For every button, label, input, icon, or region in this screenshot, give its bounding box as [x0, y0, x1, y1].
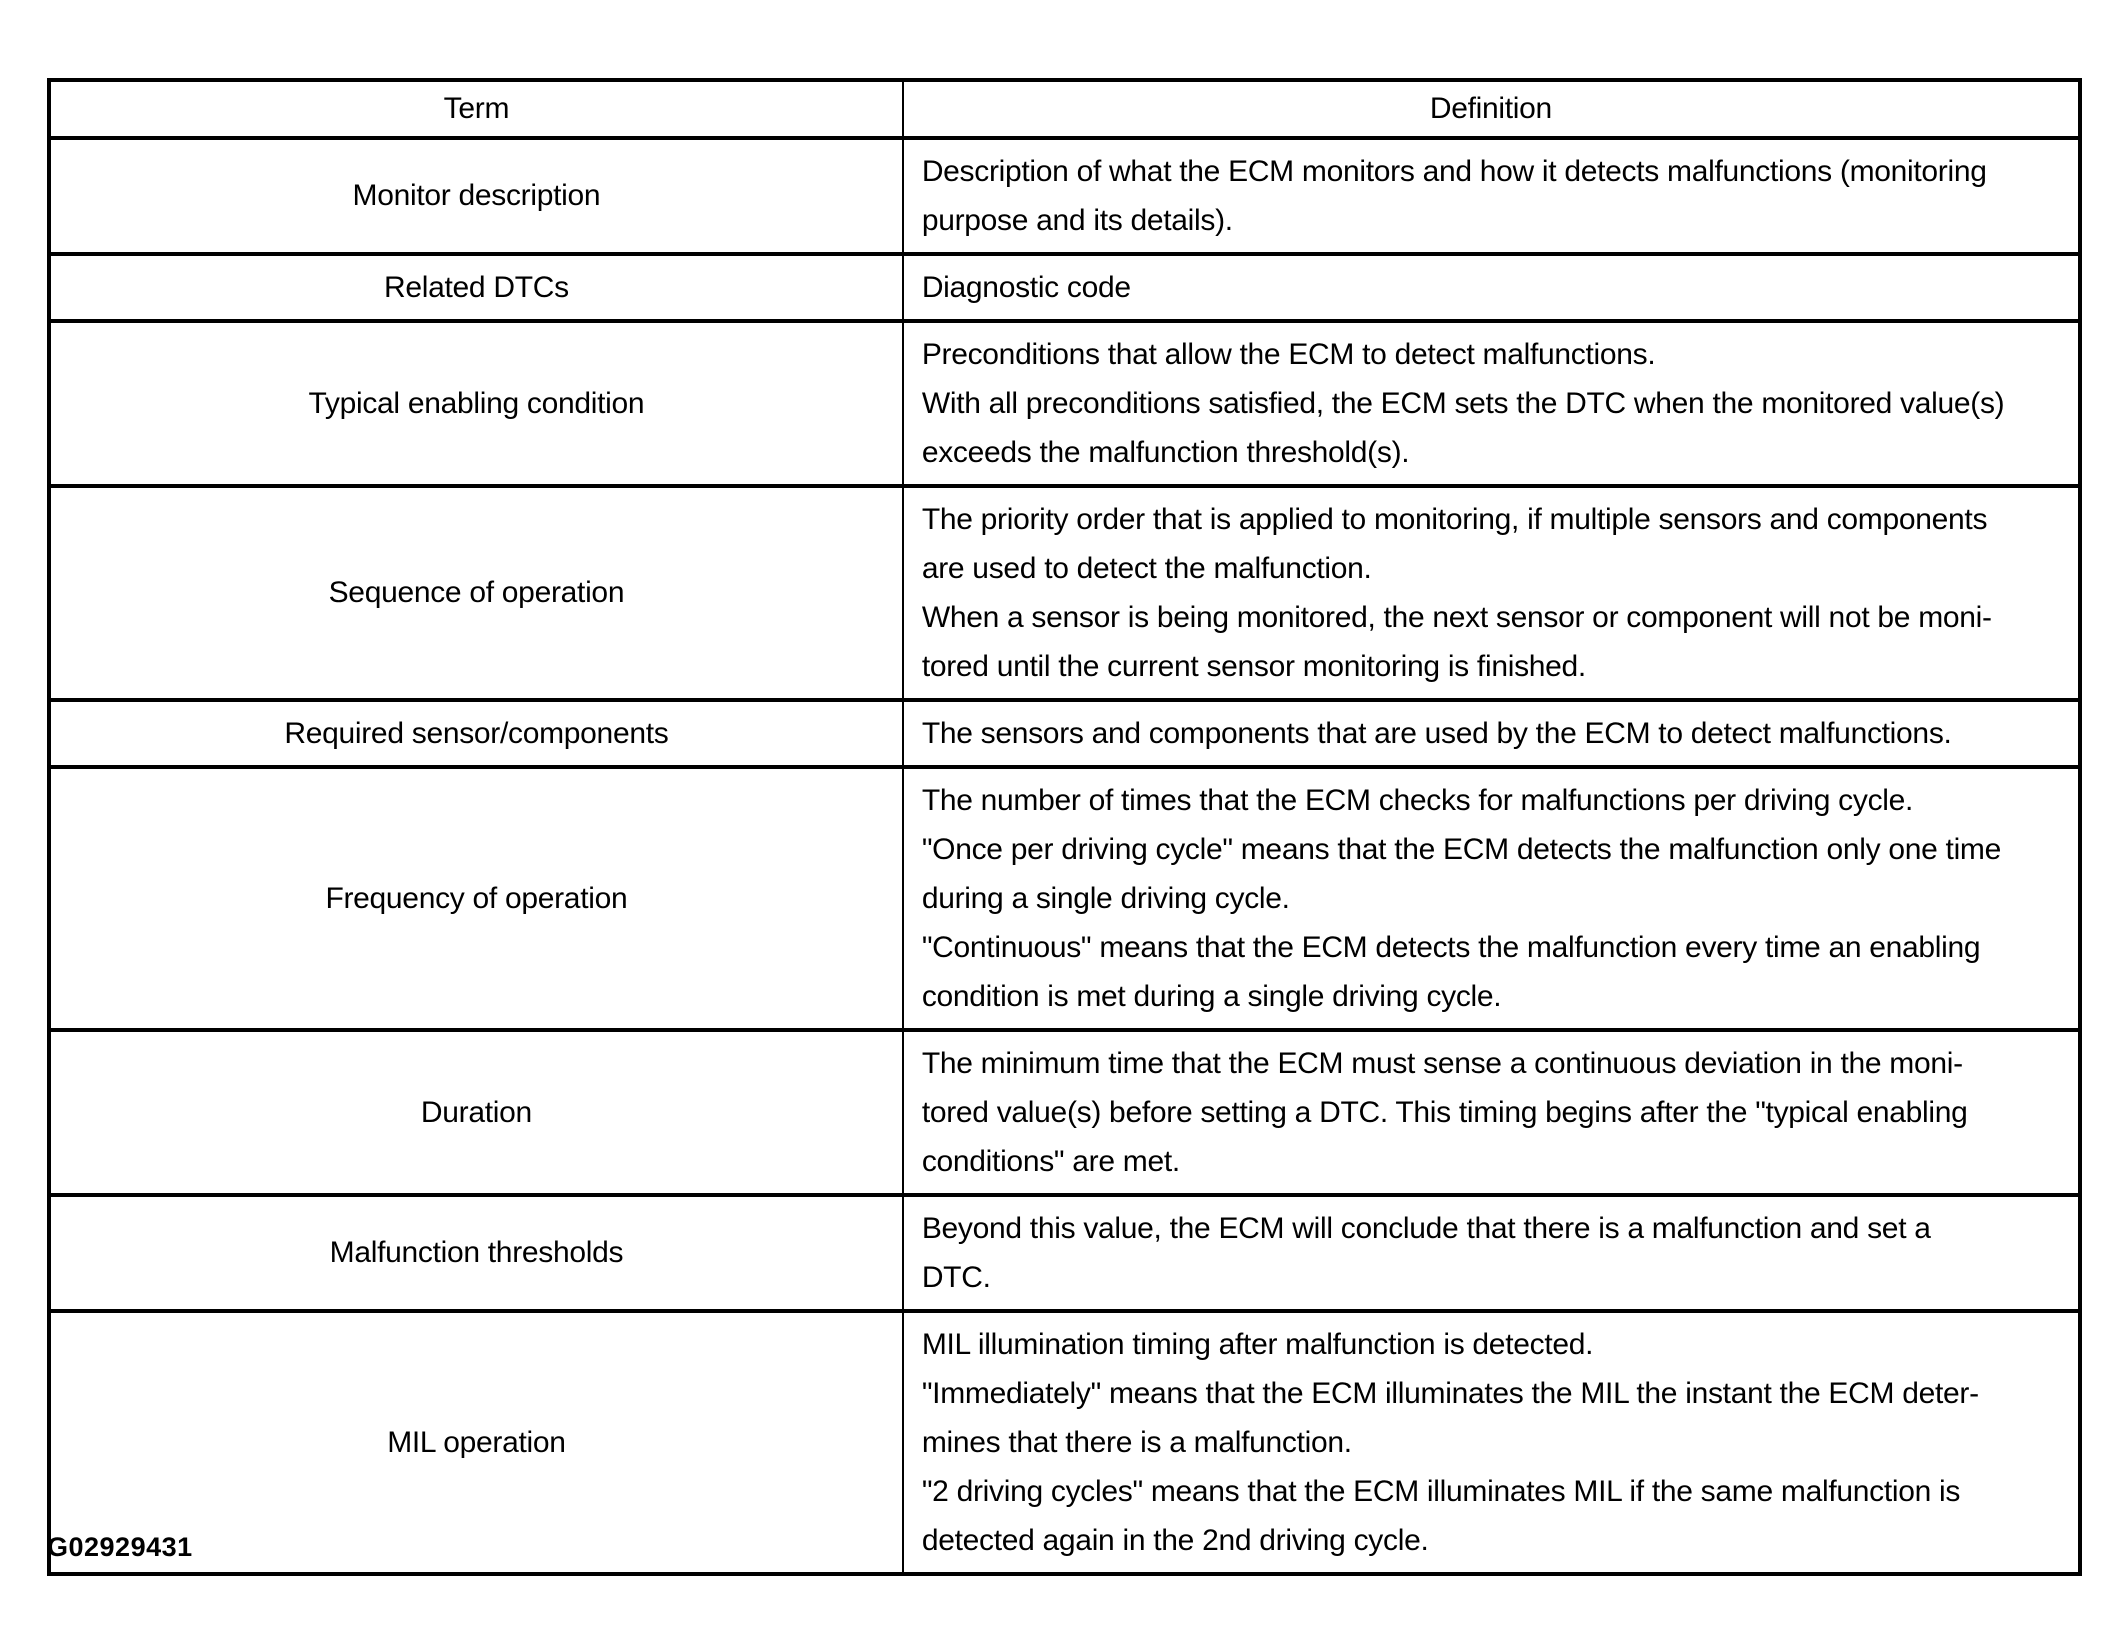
- definition-line: The number of times that the ECM checks for malfunctions per driving cycle.: [921, 784, 1914, 817]
- definition-cell: [903, 767, 2080, 1030]
- definition-cell: [903, 321, 2080, 486]
- definition-line: tored value(s) before setting a DTC. This timing begins after the "typical enabling: [921, 1096, 1968, 1129]
- definition-line: during a single driving cycle.: [921, 882, 1290, 915]
- definition-line: detected again in the 2nd driving cycle.: [921, 1524, 1429, 1557]
- definition-column-header: Definition: [903, 80, 2080, 138]
- table-row: [49, 1030, 2080, 1195]
- term-cell: Duration: [49, 1030, 903, 1195]
- table-row: [49, 700, 2080, 767]
- definition-line: "Continuous" means that the ECM detects the malfunction every time an enabling: [921, 931, 1981, 964]
- term-cell: Related DTCs: [49, 254, 903, 321]
- term-column-header: Term: [49, 80, 903, 138]
- table-header-row: [49, 80, 2080, 138]
- table-row: [49, 321, 2080, 486]
- figure-id-label: G02929431: [47, 1532, 193, 1562]
- definition-line: "Immediately" means that the ECM illuminates the MIL the instant the ECM deter-: [921, 1377, 1979, 1410]
- definition-line: conditions" are met.: [921, 1145, 1180, 1178]
- term-cell: Sequence of operation: [49, 486, 903, 700]
- term-definition-table: [47, 78, 2082, 1576]
- definition-line: condition is met during a single driving cycle.: [921, 980, 1502, 1013]
- definition-cell: [903, 254, 2080, 321]
- definition-line: MIL illumination timing after malfunction is detected.: [921, 1328, 1594, 1361]
- definition-line: "2 driving cycles" means that the ECM illuminates MIL if the same malfunction is: [921, 1475, 1961, 1508]
- definition-line: The priority order that is applied to monitoring, if multiple sensors and components: [921, 503, 1988, 536]
- definition-line: Description of what the ECM monitors and how it detects malfunctions (monitoring: [921, 155, 1987, 188]
- definition-line: Preconditions that allow the ECM to detect malfunctions.: [921, 338, 1656, 371]
- definition-line: Diagnostic code: [921, 271, 1131, 304]
- table-row: [49, 138, 2080, 254]
- definition-cell: [903, 138, 2080, 254]
- definition-line: "Once per driving cycle" means that the ECM detects the malfunction only one time: [921, 833, 2002, 866]
- table-row: [49, 1311, 2080, 1574]
- term-cell: Required sensor/components: [49, 700, 903, 767]
- term-cell: Typical enabling condition: [49, 321, 903, 486]
- term-cell: MIL operation: [49, 1311, 903, 1574]
- definition-line: tored until the current sensor monitoring is finished.: [921, 650, 1586, 683]
- term-cell: Malfunction thresholds: [49, 1195, 903, 1311]
- definition-cell: [903, 1195, 2080, 1311]
- table-row: [49, 1195, 2080, 1311]
- term-cell: Monitor description: [49, 138, 903, 254]
- table-body: [49, 138, 2080, 1574]
- definition-cell: [903, 486, 2080, 700]
- definition-cell: [903, 1311, 2080, 1574]
- table-row: [49, 254, 2080, 321]
- definition-line: When a sensor is being monitored, the next sensor or component will not be moni-: [921, 601, 1992, 634]
- definition-line: The minimum time that the ECM must sense a continuous deviation in the moni-: [921, 1047, 1963, 1080]
- table-row: [49, 767, 2080, 1030]
- term-cell: Frequency of operation: [49, 767, 903, 1030]
- definition-cell: [903, 700, 2080, 767]
- definition-line: The sensors and components that are used by the ECM to detect malfunctions.: [921, 717, 1952, 750]
- definition-line: exceeds the malfunction threshold(s).: [921, 436, 1410, 469]
- definition-line: are used to detect the malfunction.: [921, 552, 1372, 585]
- table-row: [49, 486, 2080, 700]
- definition-line: With all preconditions satisfied, the ECM sets the DTC when the monitored value(s): [921, 387, 2005, 420]
- definition-line: DTC.: [921, 1261, 991, 1294]
- definition-line: Beyond this value, the ECM will conclude that there is a malfunction and set a: [921, 1212, 1931, 1245]
- definition-line: mines that there is a malfunction.: [921, 1426, 1352, 1459]
- definition-cell: [903, 1030, 2080, 1195]
- definition-line: purpose and its details).: [921, 204, 1233, 237]
